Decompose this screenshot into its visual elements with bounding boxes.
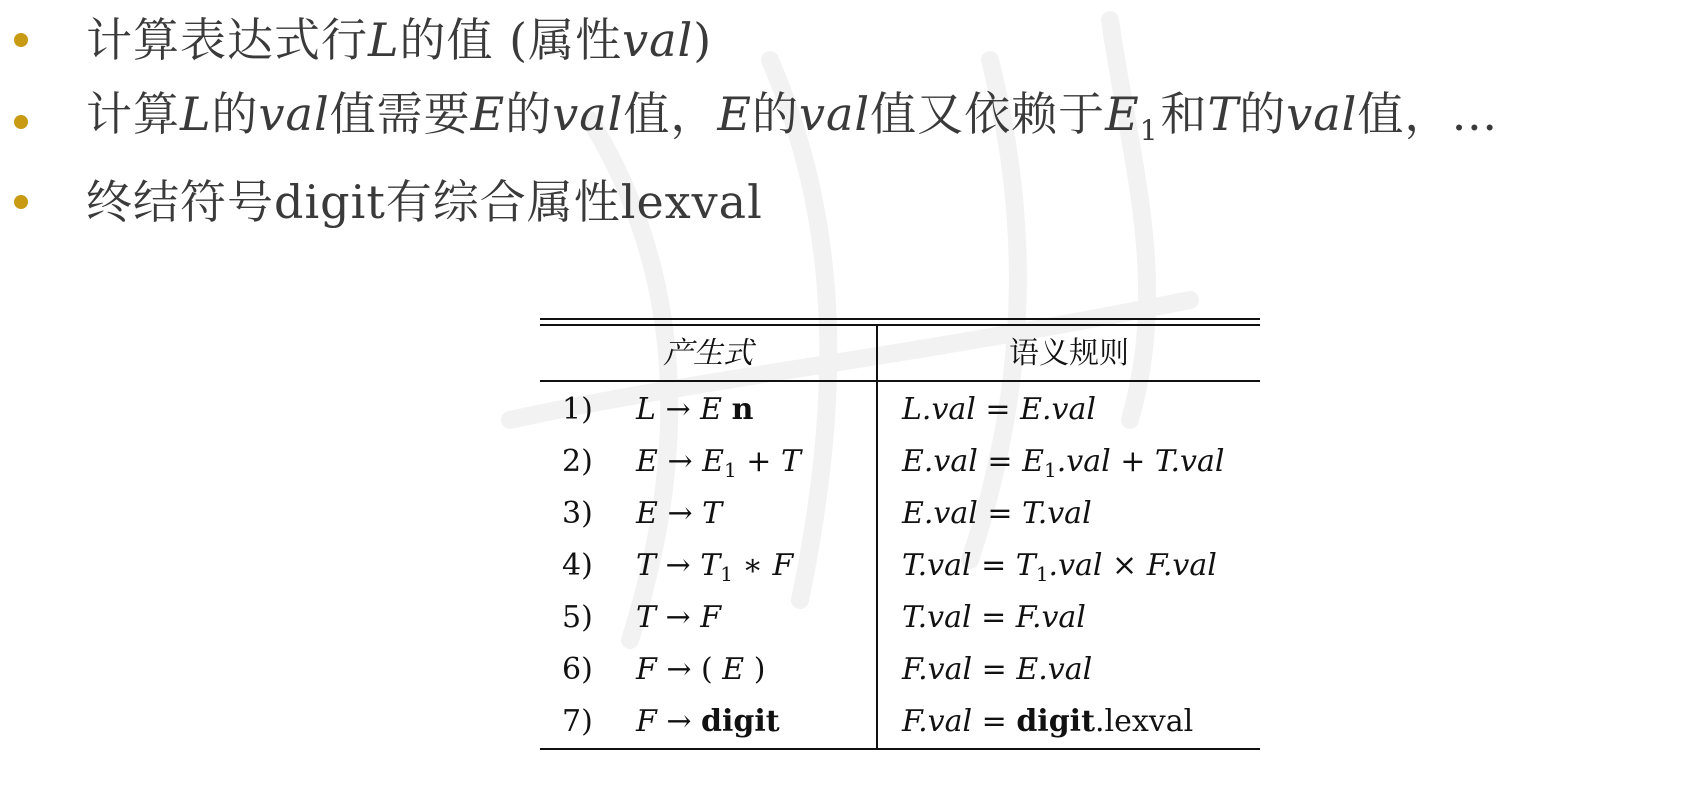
text-segment: ∗ bbox=[732, 548, 773, 583]
text-segment: E bbox=[717, 86, 752, 141]
semantic-rule-cell bbox=[902, 644, 1092, 696]
table-row bbox=[540, 696, 1260, 748]
production-cell bbox=[636, 592, 721, 644]
text-segment: T bbox=[702, 496, 723, 531]
semantic-rule-cell bbox=[902, 488, 1092, 540]
subscript: 1 bbox=[1035, 562, 1049, 586]
table-row bbox=[540, 436, 1260, 488]
semantic-rule-cell bbox=[902, 540, 1217, 600]
text-segment: .val × F.val bbox=[1048, 548, 1217, 583]
production-cell bbox=[636, 384, 753, 436]
text-segment: L bbox=[180, 86, 212, 141]
column-header-semantic-rule: 语义规则 bbox=[1009, 336, 1129, 371]
text-segment: T bbox=[636, 548, 657, 583]
bullet-dot-icon bbox=[14, 115, 28, 129]
semantic-rule-cell bbox=[902, 696, 1193, 748]
text-segment: 的 bbox=[505, 86, 553, 141]
bullet-text: 终结符号digit有综合属性lexval bbox=[86, 175, 763, 229]
subscript: 1 bbox=[720, 562, 733, 586]
table-row bbox=[540, 384, 1260, 436]
row-number: 3) bbox=[562, 496, 593, 531]
semantic-rule-cell bbox=[902, 436, 1224, 496]
text-segment: L bbox=[368, 13, 400, 67]
text-segment: T.val bbox=[1022, 496, 1092, 531]
text-segment: 计算 bbox=[86, 86, 180, 141]
text-segment: = bbox=[975, 392, 1021, 427]
text-segment: 值， bbox=[623, 86, 718, 141]
text-segment: = bbox=[977, 444, 1023, 479]
text-segment: → bbox=[656, 704, 702, 739]
table-row bbox=[540, 644, 1260, 696]
text-segment: F bbox=[636, 652, 657, 687]
text-segment: digit bbox=[701, 704, 780, 739]
text-segment: E bbox=[702, 444, 725, 479]
text-segment: E.val bbox=[902, 496, 978, 531]
text-segment: E bbox=[636, 444, 658, 479]
text-segment: F.val bbox=[902, 652, 973, 687]
text-segment: → bbox=[657, 444, 703, 479]
text-segment: 值又依赖于 bbox=[870, 86, 1106, 141]
production-cell bbox=[636, 488, 722, 540]
table-rule bbox=[540, 318, 1260, 320]
text-segment: F.val bbox=[902, 704, 973, 739]
text-segment: E bbox=[470, 86, 506, 141]
text-segment: F bbox=[772, 548, 794, 583]
bullet-text bbox=[86, 78, 1498, 167]
attribute-grammar-table bbox=[540, 318, 1260, 750]
text-segment: val bbox=[552, 86, 624, 141]
text-segment: 的 bbox=[1239, 86, 1287, 141]
text-segment: 和 bbox=[1160, 86, 1208, 141]
subscript: 1 bbox=[724, 458, 737, 482]
table-row bbox=[540, 540, 1260, 592]
column-header-production: 产生式 bbox=[663, 336, 753, 371]
text-segment: → bbox=[655, 392, 701, 427]
text-segment: = bbox=[971, 548, 1016, 583]
text-segment: L.val bbox=[902, 392, 976, 427]
text-segment: E.val bbox=[1016, 652, 1093, 687]
row-number: 6) bbox=[562, 652, 593, 687]
text-segment: + bbox=[736, 444, 781, 479]
text-segment: E bbox=[1022, 444, 1044, 479]
text-segment: = bbox=[972, 652, 1017, 687]
text-segment: E.val bbox=[1020, 392, 1096, 427]
text-segment: = bbox=[971, 600, 1016, 635]
table-row bbox=[540, 592, 1260, 644]
text-segment: 计算表达式行 bbox=[86, 13, 368, 67]
row-number: 5) bbox=[562, 600, 593, 635]
production-cell bbox=[636, 436, 801, 496]
production-cell bbox=[636, 644, 765, 696]
text-segment: .lexval bbox=[1094, 704, 1194, 739]
text-segment: 的值 (属性 bbox=[399, 13, 623, 67]
text-segment: 的 bbox=[211, 86, 259, 141]
text-segment: → bbox=[656, 600, 701, 635]
text-segment: T.val bbox=[902, 600, 972, 635]
text-segment: val bbox=[258, 86, 330, 141]
production-cell bbox=[636, 540, 793, 600]
text-segment: → bbox=[656, 548, 701, 583]
text-segment bbox=[722, 392, 732, 427]
bullet-dot-icon bbox=[14, 33, 28, 47]
text-segment: → bbox=[657, 496, 703, 531]
text-segment: ) bbox=[744, 652, 766, 687]
text-segment: val bbox=[1286, 86, 1358, 141]
text-segment: .val + T.val bbox=[1056, 444, 1225, 479]
table-rule bbox=[540, 324, 1260, 326]
row-number: 4) bbox=[562, 548, 593, 583]
text-segment: E bbox=[636, 496, 658, 531]
text-segment: F bbox=[700, 600, 722, 635]
text-segment: T bbox=[1015, 548, 1036, 583]
text-segment: 值需要 bbox=[329, 86, 471, 141]
text-segment: → ( bbox=[656, 652, 723, 687]
subscript: 1 bbox=[1044, 458, 1057, 482]
bullet-dot-icon bbox=[14, 195, 28, 209]
text-segment: E bbox=[700, 392, 723, 427]
text-segment: val bbox=[798, 86, 871, 141]
table-rule bbox=[540, 380, 1260, 382]
text-segment: = bbox=[972, 704, 1017, 739]
text-segment: T.val bbox=[902, 548, 972, 583]
semantic-rule-cell bbox=[902, 384, 1096, 436]
text-segment: 的 bbox=[751, 86, 799, 141]
text-segment: E.val bbox=[902, 444, 978, 479]
text-segment: E bbox=[1105, 86, 1140, 141]
text-segment: F bbox=[636, 704, 657, 739]
production-cell bbox=[636, 696, 780, 748]
table-rule bbox=[540, 748, 1260, 750]
text-segment: digit bbox=[1016, 704, 1095, 739]
row-number: 2) bbox=[562, 444, 593, 479]
text-segment: = bbox=[977, 496, 1023, 531]
text-segment: T bbox=[636, 600, 657, 635]
text-segment: T bbox=[1207, 86, 1240, 141]
text-segment: val bbox=[622, 13, 694, 67]
text-segment: ) bbox=[693, 13, 713, 67]
table-row bbox=[540, 488, 1260, 540]
subscript: 1 bbox=[1139, 113, 1159, 147]
row-number: 1) bbox=[562, 392, 593, 427]
text-segment: T bbox=[700, 548, 721, 583]
text-segment: F.val bbox=[1015, 600, 1086, 635]
text-segment: L bbox=[636, 392, 656, 427]
text-segment: n bbox=[731, 392, 754, 427]
text-segment: T bbox=[780, 444, 801, 479]
text-segment: E bbox=[722, 652, 745, 687]
semantic-rule-cell bbox=[902, 592, 1086, 644]
bullet-text bbox=[86, 4, 712, 76]
text-segment: 值，… bbox=[1357, 86, 1499, 141]
row-number: 7) bbox=[562, 704, 593, 739]
